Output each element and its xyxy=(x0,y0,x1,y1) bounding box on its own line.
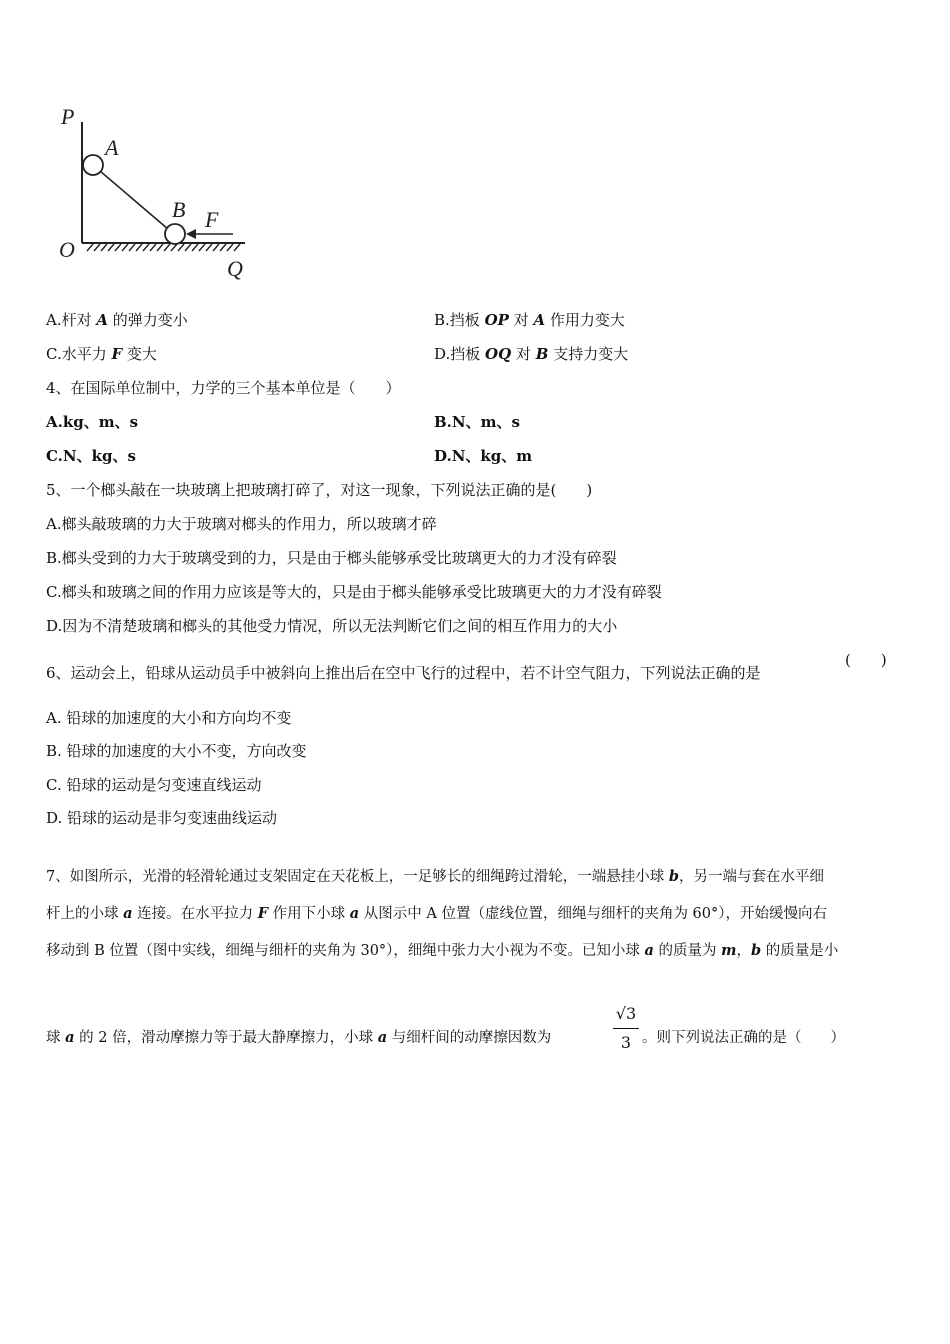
q4-option-c: C.N、kg、s xyxy=(46,447,136,465)
q4-option-d: D.N、kg、m xyxy=(434,447,533,465)
rod-wall-floor-diagram xyxy=(55,100,295,290)
q4-option-b: B.N、m、s xyxy=(434,413,520,431)
label-p: P xyxy=(61,104,75,129)
q6-option-b: B. 铅球的加速度的大小不变，方向改变 xyxy=(46,742,307,760)
q4-stem: 4、在国际单位制中，力学的三个基本单位是（ ） xyxy=(46,379,401,397)
q6-stem: 6、运动会上，铅球从运动员手中被斜向上推出后在空中飞行的过程中，若不计空气阻力，下列说法正确的是 xyxy=(46,664,761,682)
force-arrowhead xyxy=(186,229,196,239)
fraction-numerator: √3 xyxy=(615,1004,637,1023)
q3-option-b: B.挡板 OP 对 A 作用力变大 xyxy=(434,311,625,329)
fraction-bar xyxy=(613,1028,639,1029)
q5-option-b: B.榔头受到的力大于玻璃受到的力，只是由于榔头能够承受比玻璃更大的力才没有碎裂 xyxy=(46,549,617,567)
q5-option-a: A.榔头敲玻璃的力大于玻璃对榔头的作用力，所以玻璃才碎 xyxy=(46,515,437,533)
q4-option-a: A.kg、m、s xyxy=(46,413,139,431)
label-o: O xyxy=(59,237,75,262)
ball-b xyxy=(165,224,185,244)
q6-option-c: C. 铅球的运动是匀变速直线运动 xyxy=(46,776,262,794)
q6-option-d: D. 铅球的运动是非匀变速曲线运动 xyxy=(46,809,278,827)
q7-line-2: 杆上的小球 a 连接。在水平拉力 F 作用下小球 a 从图示中 A 位置（虚线位置，细绳与细杆的夹角为 60°），开始缓慢向右 xyxy=(46,905,828,922)
label-a: A xyxy=(105,135,119,160)
rod-ab xyxy=(93,165,175,235)
q6-bracket: ( ) xyxy=(845,651,887,669)
q7-line-1: 7、如图所示，光滑的轻滑轮通过支架固定在天花板上，一足够长的细绳跨过滑轮，一端悬挂小球 b，另一端与套在水平细 xyxy=(46,868,824,885)
q5-option-d: D.因为不清楚玻璃和榔头的其他受力情况，所以无法判断它们之间的相互作用力的大小 xyxy=(46,617,618,635)
q7-line-4b: 。则下列说法正确的是（ ） xyxy=(642,1030,845,1046)
fraction-denominator: 3 xyxy=(620,1033,632,1052)
ball-a xyxy=(83,155,103,175)
q7-line-4a: 球 a 的 2 倍，滑动摩擦力等于最大静摩擦力，小球 a 与细杆间的动摩擦因数为 xyxy=(46,1029,552,1046)
q7-line-3: 移动到 B 位置（图中实线，细绳与细杆的夹角为 30°），细绳中张力大小视为不变。已知小球 a 的质量为 m，b 的质量是小 xyxy=(46,942,839,959)
q5-option-c: C.榔头和玻璃之间的作用力应该是等大的，只是由于榔头能够承受比玻璃更大的力才没有碎裂 xyxy=(46,583,662,601)
q3-option-c: C.水平力 F 变大 xyxy=(46,345,157,363)
label-b: B xyxy=(172,197,186,222)
q3-option-d: D.挡板 OQ 对 B 支持力变大 xyxy=(434,345,629,363)
q6-option-a: A. 铅球的加速度的大小和方向均不变 xyxy=(46,709,292,727)
label-f: F xyxy=(205,207,219,232)
label-q: Q xyxy=(227,256,243,281)
q3-option-a: A.杆对 A 的弹力变小 xyxy=(46,311,188,329)
floor-hatching xyxy=(87,244,240,251)
q5-stem: 5、一个榔头敲在一块玻璃上把玻璃打碎了，对这一现象，下列说法正确的是( ) xyxy=(46,481,593,499)
